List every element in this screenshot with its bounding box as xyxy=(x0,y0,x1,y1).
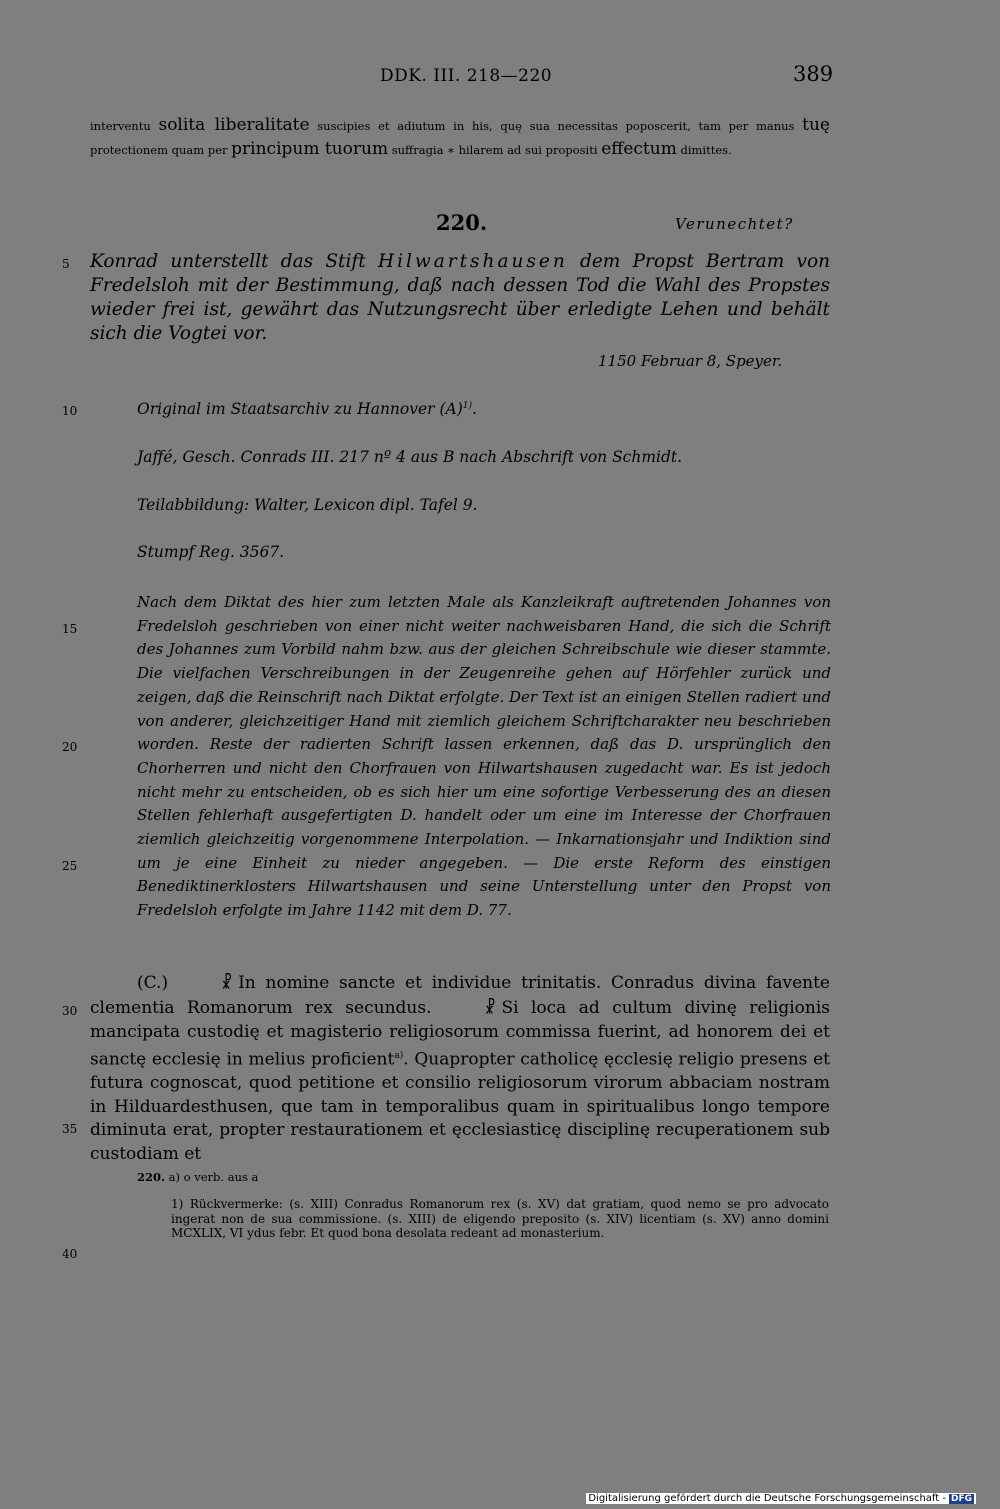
line-number: 5 xyxy=(62,257,70,271)
document-number: 220. xyxy=(436,210,488,235)
summary-place: Hilwartshausen xyxy=(377,251,568,272)
chi-rho-icon: ☧ xyxy=(221,974,233,994)
variant-footnote xyxy=(137,1170,258,1184)
footnote-doc-number: 220. xyxy=(137,1170,166,1184)
note-text: . xyxy=(472,400,477,418)
line-number: 20 xyxy=(62,740,78,754)
note-text: Original im Staatsarchiv zu Hannover (A) xyxy=(137,400,463,418)
line-number: 15 xyxy=(62,622,78,636)
note-original xyxy=(137,400,477,418)
note-jaffe: Jaffé, Gesch. Conrads III. 217 nº 4 aus B nach Abschrift von Schmidt. xyxy=(137,448,683,466)
note-stumpf: Stumpf Reg. 3567. xyxy=(137,543,285,561)
footnote-text: a) o verb. aus a xyxy=(165,1170,259,1184)
intro-text: dimittes. xyxy=(676,143,732,157)
digitization-credit xyxy=(586,1493,976,1504)
intro-text: interventu xyxy=(90,119,159,133)
charter-segment: (C.) xyxy=(137,973,169,993)
summary-text: Konrad unterstellt das Stift xyxy=(90,251,378,272)
credit-text: Digitalisierung gefördert durch die Deutsche Forschungsgemeinschaft - xyxy=(588,1493,946,1504)
intro-text: protectionem quam per xyxy=(90,143,232,157)
intro-paragraph xyxy=(90,114,830,162)
note-teilabbildung: Teilabbildung: Walter, Lexicon dipl. Tafel 9. xyxy=(137,496,478,514)
document-status: Verunechtet? xyxy=(675,215,794,233)
dateline: 1150 Februar 8, Speyer. xyxy=(598,352,783,370)
page-number: 389 xyxy=(793,62,834,86)
commentary-paragraph: Nach dem Diktat des hier zum letzten Male als Kanzleikraft auftretenden Johannes von Fredelsloh geschrieben von einer nicht weiter nachweisbaren Hand, die sich die Schrift des Johannes zum Vorbild nahm bzw. aus der gleichen Schreibschule wie dieser stammte. Die vielfachen Verschreibungen in der Zeugenreihe gehen auf Hörfehler zurück und zeigen, daß die Reinschrift nach Diktat erfolgte. Der Text ist an einigen Stellen radiert und von anderer, gleichzeitiger Hand mit ziemlich gleichem Schriftcharakter neu beschrieben worden. Reste der radierten Schrift lassen erkennen, daß das D. ursprünglich den Chorherren und nicht den Chorfrauen von Hilwartshausen zugedacht war. Es ist jedoch nicht mehr zu entscheiden, ob es sich hier um eine sofortige Verbesserung des an diesen Stellen fehlerhaft ausgefertigten D. handelt oder um eine im Interesse der Chorfrauen ziemlich gleichzeitig vorgenommene Interpolation. — Inkarnationsjahr und Indiktion sind um je eine Einheit zu nieder angegeben. — Die erste Reform des einstigen Benediktinerklosters Hilwartshausen und seine Unterstellung unter den Propst von Fredelsloh erfolgte im Jahre 1142 mit dem D. 77. xyxy=(137,593,831,920)
line-number: 10 xyxy=(62,404,78,418)
footnote-ref: a) xyxy=(394,1050,404,1061)
line-number: 25 xyxy=(62,859,78,873)
footnote-text: Rückvermerke: (s. XIII) Conradus Romanorum rex (s. XV) dat gratiam, quod nemo se pro advocato ingerat non de sua commissione. (s. XIII) de eligendo preposito (s. XIV) licentiam (s. XV) anno domini MCXLIX, VI ydus febr. Et quod bona desolata redeant ad monasterium. xyxy=(171,1197,829,1240)
intro-text: suffragia ∗ hilarem ad sui propositi xyxy=(388,143,602,157)
charter-text xyxy=(90,972,830,1166)
line-number: 40 xyxy=(62,1247,78,1261)
intro-text: solita liberalitate xyxy=(158,115,310,135)
footnote-ref: 1) xyxy=(462,400,473,411)
dfg-logo: DFG xyxy=(950,1494,972,1504)
footnote-number: 1) xyxy=(171,1197,184,1211)
document-summary xyxy=(90,250,830,346)
line-number: 35 xyxy=(62,1122,78,1136)
charter-segment: . Quapropter catholicę ęcclesię religio presens et futura cognoscat, quod petitione et consilio religiosorum virorum abbaciam nostram in Hilduardesthusen, que tam in temporalibus quam in spiritualibus longo tempore diminuta erat, propter restaurationem et ęcclesiasticę disciplinę recuperationem sub custodiam et xyxy=(90,1049,830,1164)
intro-text: effectum xyxy=(601,139,677,159)
chi-rho-icon: ☧ xyxy=(484,998,496,1019)
charter-segment: Si loca ad cultum divinę religionis mancipata custodię et magisterio religiosorum commissa fuerint, ad honorem dei et sanctę ecclesię in melius proficient xyxy=(90,997,830,1070)
line-number: 30 xyxy=(62,1004,78,1018)
summary-text: dem Propst Bertram von Fredelsloh mit der Bestimmung, daß nach dessen Tod die Wahl des Propstes wieder frei ist, gewährt das Nutzungsrecht über erledigte Lehen und behält sich die Vogtei vor. xyxy=(90,251,830,344)
intro-text: suscipies et adiutum in his, quę sua necessitas poposcerit, tam per manus xyxy=(309,119,803,133)
charter-segment: In nomine sancte et individue trinitatis. Conradus divina favente clementia Romanorum rex secundus. xyxy=(90,973,830,1018)
footnote-1 xyxy=(171,1197,829,1241)
intro-text: principum tuorum xyxy=(231,139,389,159)
intro-text: tuę xyxy=(802,115,830,135)
running-header: DDK. III. 218—220 xyxy=(380,66,553,86)
